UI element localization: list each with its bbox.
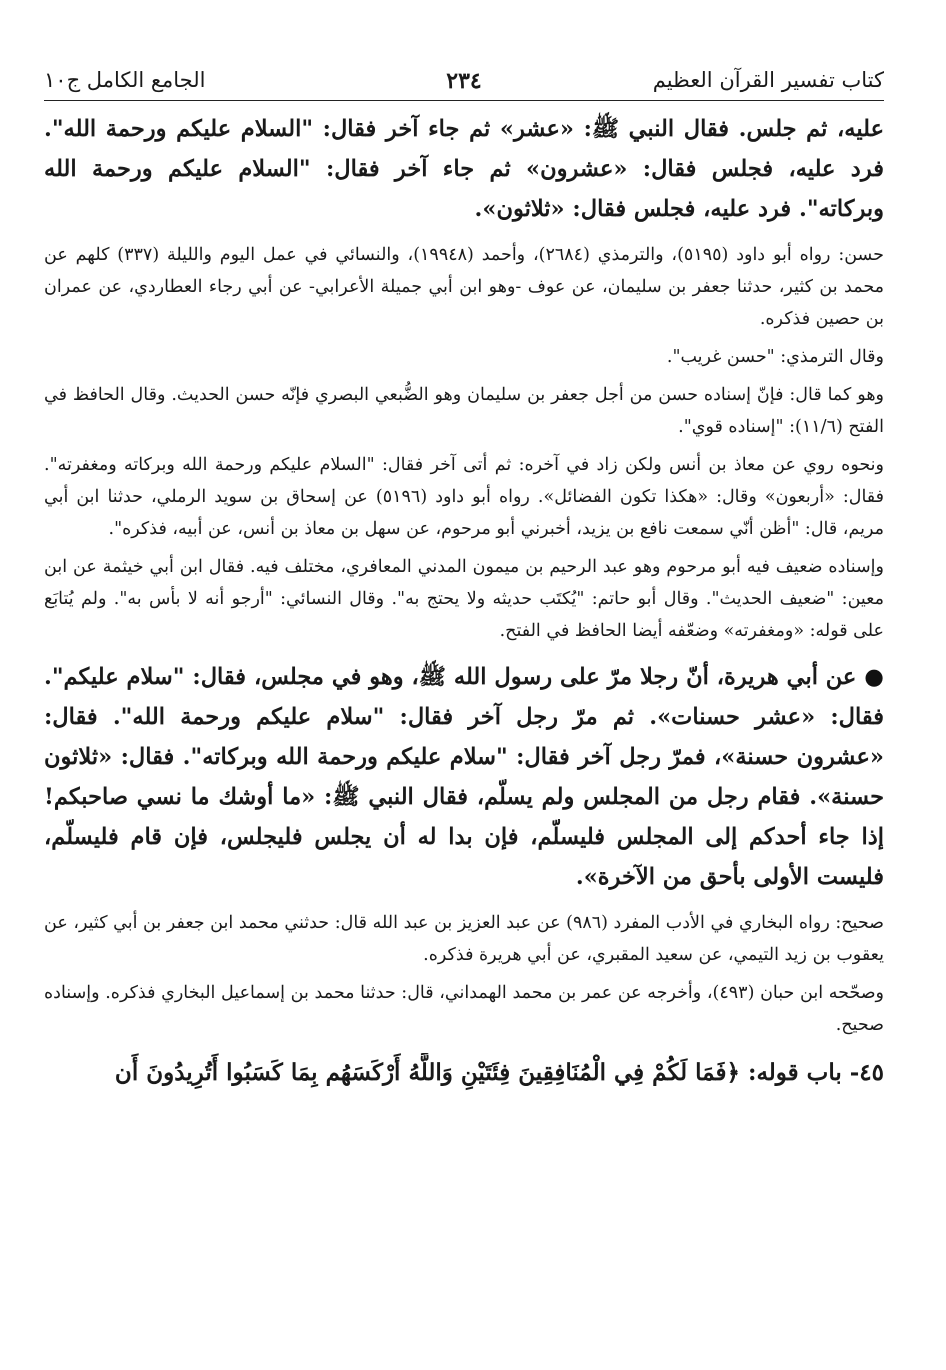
page-number: ٢٣٤ <box>446 68 482 94</box>
book-page <box>44 60 884 1093</box>
page-header <box>44 60 884 101</box>
chapter-heading: ٤٥- باب قوله: ﴿فَمَا لَكُمْ فِي الْمُنَافِقِينَ فِئَتَيْنِ وَاللَّهُ أَرْكَسَهُم بِمَا كَسَبُوا أَتُرِيدُونَ أَن <box>114 1059 884 1086</box>
grading-note: وهو كما قال: فإنّ إسناده حسن من أجل جعفر بن سليمان وهو الضُّبعي البصري فإنّه حسن الحديث. وقال الحافظ في الفتح (١١/٦): "إسناده قوي". <box>44 385 884 437</box>
bullet-marker: ● <box>864 664 884 690</box>
muadh-note: ونحوه روي عن معاذ بن أنس ولكن زاد في آخره: ثم أتى آخر فقال: "السلام عليكم ورحمة الله وبركاته ومغفرته". فقال: «أربعون» وقال: «هكذا تكون الفضائل». رواه أبو داود (٥١٩٦) عن إسحاق بن سويد الرملي، حدثنا ابن أبي مريم، قال: "أظن أنّي سمعت نافع بن يزيد، أخبرني أبو مرحوم، عن سهل بن معاذ بن أنس، عن أبيه، فذكره". <box>44 455 885 539</box>
book-title: كتاب تفسير القرآن العظيم <box>652 68 884 92</box>
hadith-abu-hurayra <box>44 657 884 897</box>
tirmidhi-note: وقال الترمذي: "حسن غريب". <box>666 347 884 367</box>
bukhari-note: صحيح: رواه البخاري في الأدب المفرد (٩٨٦) عن عبد العزيز بن عبد الله قال: حدثني محمد ابن جعفر بن أبي كثير، عن يعقوب بن زيد التيمي، عن سعيد المقبري، عن أبي هريرة فذكره. <box>44 913 884 965</box>
hadith-continuation: عليه، ثم جلس. فقال النبي ﷺ: «عشر» ثم جاء آخر فقال: "السلام عليكم ورحمة الله". فرد عليه، فجلس فقال: «عشرون» ثم جاء آخر فقال: "السلام عليكم ورحمة الله وبركاته". فرد عليه، فجلس فقال: «ثلاثون». <box>44 116 884 222</box>
ibn-hibban-note: وصحّحه ابن حبان (٤٩٣)، وأخرجه عن عمر بن محمد الهمداني، قال: حدثنا محمد بن إسماعيل البخاري فذكره. وإسناده صحيح. <box>44 983 885 1035</box>
hadith-text: عن أبي هريرة، أنّ رجلا مرّ على رسول الله ﷺ، وهو في مجلس، فقال: "سلام عليكم". فقال: «عشر حسنات». ثم مرّ رجل آخر فقال: "سلام عليكم ورحمة الله". فقال: «عشرون حسنة»، فمرّ رجل آخر فقال: "سلام عليكم ورحمة الله وبركاته". فقال: «ثلاثون حسنة». فقام رجل من المجلس ولم يسلّم، فقال النبي ﷺ: «ما أوشك ما نسي صاحبكم! إذا جاء أحدكم إلى المجلس فليسلّم، فإن بدا له أن يجلس فليجلس، فإن قام فليسلّم، فليست الأولى بأحق من الآخرة». <box>44 664 884 890</box>
weakness-note: وإسناده ضعيف فيه أبو مرحوم وهو عبد الرحيم بن ميمون المدني المعافري، مختلف فيه. فقال ابن أبي خيثمة عن ابن معين: "ضعيف الحديث". وقال أبو حاتم: "يُكتَب حديثه ولا يحتج به". وقال النسائي: "أرجو أنه لا بأس به". ولم يُتابَع على قوله: «ومغفرته» وضعّفه أيضا الحافظ في الفتح. <box>44 557 884 641</box>
volume-title: الجامع الكامل ج١٠ <box>44 68 206 92</box>
takhrij-note: حسن: رواه أبو داود (٥١٩٥)، والترمذي (٢٦٨٤)، وأحمد (١٩٩٤٨)، والنسائي في عمل اليوم والليلة (٣٣٧) كلهم عن محمد بن كثير، حدثنا جعفر بن سليمان، عن عوف -وهو ابن أبي جميلة الأعرابي- عن أبي رجاء العطاردي، عن عمران بن حصين فذكره. <box>44 245 884 329</box>
